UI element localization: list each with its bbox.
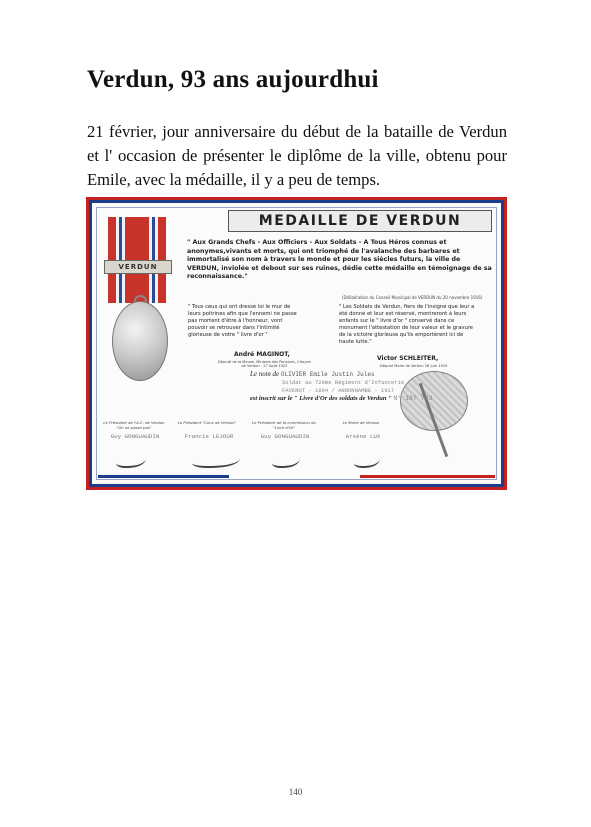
left-quote: " Tous ceux qui ont dressé loi le mur de leurs poitrines afin que l'ennemi ne passe pas mortent d'être à l'honneur, vont pouvoir se retrouver dans l'intimité glorieuse de votre " livre d'or " <box>188 304 297 338</box>
typed-line-regiment: Soldat au 72ème Régiment d'Infanterie <box>282 379 405 386</box>
diploma-image <box>89 200 504 487</box>
livre-number: N° 187 733 <box>393 395 433 402</box>
name-value: OLIVIER Emile Justin Jules <box>280 371 375 378</box>
tricolor-stripe <box>98 475 495 478</box>
president-name-4: Arsène LUX <box>345 433 381 440</box>
medal-icon <box>112 301 168 381</box>
right-quote: " Les Soldats de Verdun, fiers de l'insigne que leur a été donné et leur est réservé, montreront à leurs enfants sur le " livre d'or " conservé dans ce monument l'attestation de leur valeur et le gravure de la victoire glorieuse qu'ils emportèrent ici de haute lutte." <box>339 304 475 345</box>
livre-text: est inscrit sur le " Livre d'Or des soldats de Verdun " <box>250 395 392 402</box>
main-quote: " Aux Grands Chefs - Aux Officiers - Aux Soldats - A Tous Héros connus et anonymes,vivants et morts, qui ont triomphé de l'avalanche des barbares et immortalisé son nom à travers le monde et pour les siècles futurs, la ville de VERDUN, inviolée et debout sur ses ruines, dédie cette médaille en témoignage de sa reconnaissance." <box>187 239 492 281</box>
president-name-2: Francis LEJOUR <box>184 433 234 440</box>
page-title: Verdun, 93 ans aujourdhui <box>87 66 379 93</box>
signer-left: André MAGINOT, <box>234 351 290 358</box>
medal-bar-label: VERDUN <box>104 260 172 274</box>
president-role-1: Le Président de l'A.C. de Verdun "On ne passe pas" <box>103 420 165 430</box>
president-name-1: Guy GONGUAUDIN <box>110 433 160 440</box>
president-role-2: Le Président "Ceux de Verdun" <box>177 420 237 425</box>
president-name-3: Guy GONGUAUDIN <box>260 433 310 440</box>
signer-right-subtitle: Député Maire de Verdun 28 juin 1929 <box>380 364 448 368</box>
diploma-banner: MEDAILLE DE VERDUN <box>228 210 492 232</box>
intro-paragraph: 21 février, jour anniversaire du début de la bataille de Verdun et l' occasion de présenter le diplôme de la ville, obtenu pour Emile, avec la médaille, il y a peu de temps. <box>87 122 507 189</box>
signer-right: Victor SCHLEITER, <box>377 355 439 362</box>
typed-line-dates: FAVEROT - 1894 / ANNONNAMBE - 1917 <box>282 387 395 394</box>
page-number: 140 <box>288 787 303 797</box>
name-line <box>250 370 480 378</box>
name-prefix: Le nom de <box>250 370 280 378</box>
livre-line <box>250 395 432 402</box>
president-role-3: Le Président de la commission du "Livre d'Or" <box>252 420 316 430</box>
signer-left-subtitle: Député de la Meuse, Ministre des Pensions, Citoyen de Verdun - 27 Août 1922 <box>218 360 311 368</box>
quote-note: (Délibération du Conseil Municipal de VERDUN du 20 novembre 1916) <box>342 295 483 300</box>
president-role-4: Le Maire de Verdun <box>342 420 380 425</box>
